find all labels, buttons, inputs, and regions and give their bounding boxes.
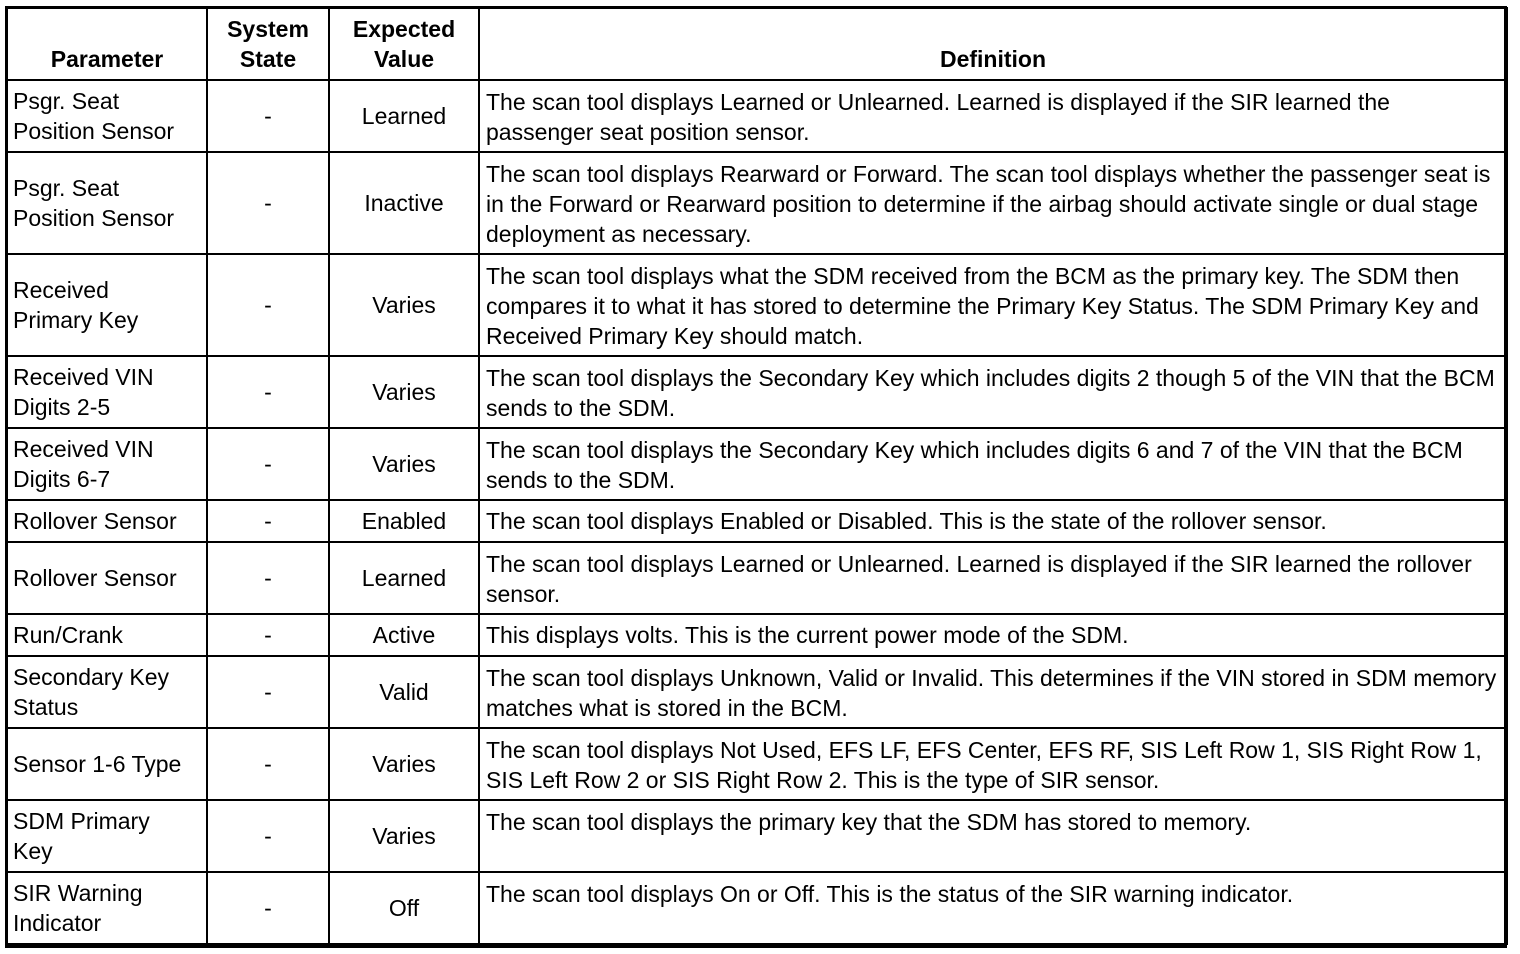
definition-cell: The scan tool displays Learned or Unlearned. Learned is displayed if the SIR learned the passenger seat position sensor. — [479, 80, 1507, 152]
table-row — [7, 80, 1507, 152]
header-expected-value: Expected Value — [329, 8, 479, 80]
expected-value-cell: Learned — [329, 542, 479, 614]
definition-cell: The scan tool displays what the SDM received from the BCM as the primary key. The SDM then compares it to what it has stored to determine the Primary Key Status. The SDM Primary Key and Received Primary Key should match. — [479, 254, 1507, 356]
table-row — [7, 800, 1507, 872]
system-state-cell: - — [207, 428, 329, 500]
parameter-cell: Sensor 1-6 Type — [7, 728, 207, 800]
parameter-cell: Psgr. Seat Position Sensor — [7, 152, 207, 254]
system-state-cell: - — [207, 152, 329, 254]
table-header-row — [7, 8, 1507, 80]
definition-cell: The scan tool displays Rearward or Forward. The scan tool displays whether the passenger seat is in the Forward or Rearward position to determine if the airbag should activate single or dual stage deployment as necessary. — [479, 152, 1507, 254]
table-row — [7, 656, 1507, 728]
expected-value-cell: Varies — [329, 800, 479, 872]
header-definition: Definition — [479, 8, 1507, 80]
system-state-cell: - — [207, 728, 329, 800]
parameter-cell: Secondary Key Status — [7, 656, 207, 728]
system-state-cell: - — [207, 800, 329, 872]
definition-cell: The scan tool displays Not Used, EFS LF, EFS Center, EFS RF, SIS Left Row 1, SIS Right Row 1, SIS Left Row 2 or SIS Right Row 2. This is the type of SIR sensor. — [479, 728, 1507, 800]
parameter-cell: Received VIN Digits 2-5 — [7, 356, 207, 428]
parameter-cell: Rollover Sensor — [7, 500, 207, 542]
definition-cell: The scan tool displays Unknown, Valid or Invalid. This determines if the VIN stored in SDM memory matches what is stored in the BCM. — [479, 656, 1507, 728]
definition-cell: The scan tool displays the Secondary Key which includes digits 6 and 7 of the VIN that the BCM sends to the SDM. — [479, 428, 1507, 500]
expected-value-cell: Valid — [329, 656, 479, 728]
table-row — [7, 356, 1507, 428]
expected-value-cell: Active — [329, 614, 479, 656]
definition-cell: The scan tool displays Enabled or Disabled. This is the state of the rollover sensor. — [479, 500, 1507, 542]
expected-value-cell: Varies — [329, 254, 479, 356]
parameter-cell: Run/Crank — [7, 614, 207, 656]
system-state-cell: - — [207, 80, 329, 152]
definition-cell: This displays volts. This is the current power mode of the SDM. — [479, 614, 1507, 656]
table-row — [7, 500, 1507, 542]
definition-cell: The scan tool displays the Secondary Key which includes digits 2 though 5 of the VIN that the BCM sends to the SDM. — [479, 356, 1507, 428]
parameter-cell: SIR Warning Indicator — [7, 872, 207, 944]
parameter-cell: Received Primary Key — [7, 254, 207, 356]
expected-value-cell: Varies — [329, 428, 479, 500]
system-state-cell: - — [207, 542, 329, 614]
table-row — [7, 542, 1507, 614]
expected-value-cell: Varies — [329, 356, 479, 428]
expected-value-cell: Off — [329, 872, 479, 944]
system-state-cell: - — [207, 254, 329, 356]
table-row — [7, 428, 1507, 500]
expected-value-cell: Enabled — [329, 500, 479, 542]
table-row — [7, 152, 1507, 254]
parameter-cell: Rollover Sensor — [7, 542, 207, 614]
system-state-cell: - — [207, 500, 329, 542]
definition-cell: The scan tool displays Learned or Unlearned. Learned is displayed if the SIR learned the rollover sensor. — [479, 542, 1507, 614]
parameter-cell: SDM Primary Key — [7, 800, 207, 872]
definition-cell: The scan tool displays On or Off. This is the status of the SIR warning indicator. — [479, 872, 1507, 944]
parameter-cell: Received VIN Digits 6-7 — [7, 428, 207, 500]
definition-cell: The scan tool displays the primary key that the SDM has stored to memory. — [479, 800, 1507, 872]
header-system-state: System State — [207, 8, 329, 80]
system-state-cell: - — [207, 614, 329, 656]
table-row — [7, 614, 1507, 656]
table-row — [7, 254, 1507, 356]
header-parameter: Parameter — [7, 8, 207, 80]
sir-parameter-table — [6, 7, 1508, 945]
table-row — [7, 728, 1507, 800]
table-row — [7, 872, 1507, 944]
expected-value-cell: Learned — [329, 80, 479, 152]
system-state-cell: - — [207, 656, 329, 728]
system-state-cell: - — [207, 356, 329, 428]
system-state-cell: - — [207, 872, 329, 944]
expected-value-cell: Inactive — [329, 152, 479, 254]
expected-value-cell: Varies — [329, 728, 479, 800]
parameter-cell: Psgr. Seat Position Sensor — [7, 80, 207, 152]
